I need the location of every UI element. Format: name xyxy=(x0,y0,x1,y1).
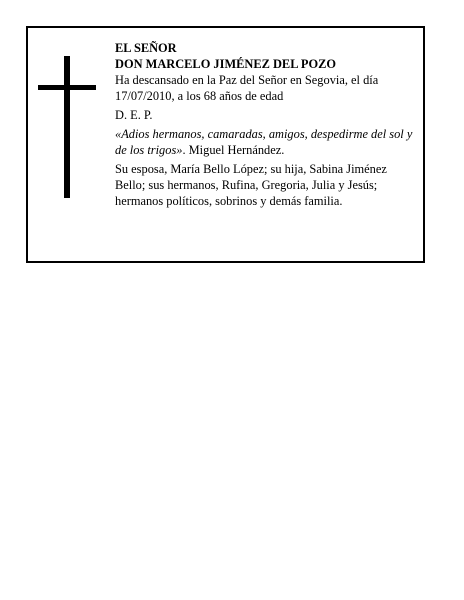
obituary-text xyxy=(115,40,420,209)
family-list: Su esposa, María Bello López; su hija, Sabina Jiménez Bello; sus hermanos, Rufina, Gregoria, Julia y Jesús; hermanos políticos, sobrinos y demás familia. xyxy=(115,162,387,208)
quote-author: . Miguel Hernández. xyxy=(182,143,285,157)
title-line-1: EL SEÑOR xyxy=(115,41,177,55)
obituary-notice xyxy=(26,26,425,263)
poem-quote: «Adios hermanos, camaradas, amigos, despedirme del sol y de los trigos» xyxy=(115,127,413,157)
deceased-name: DON MARCELO JIMÉNEZ DEL POZO xyxy=(115,57,336,71)
cross-vertical-bar xyxy=(64,56,70,198)
death-announcement: Ha descansado en la Paz del Señor en Segovia, el día 17/07/2010, a los 68 años de edad xyxy=(115,73,379,103)
quote-paragraph xyxy=(115,126,420,158)
latin-cross-icon xyxy=(38,56,100,198)
rip-text: D. E. P. xyxy=(115,108,153,122)
cross-horizontal-bar xyxy=(38,85,96,90)
